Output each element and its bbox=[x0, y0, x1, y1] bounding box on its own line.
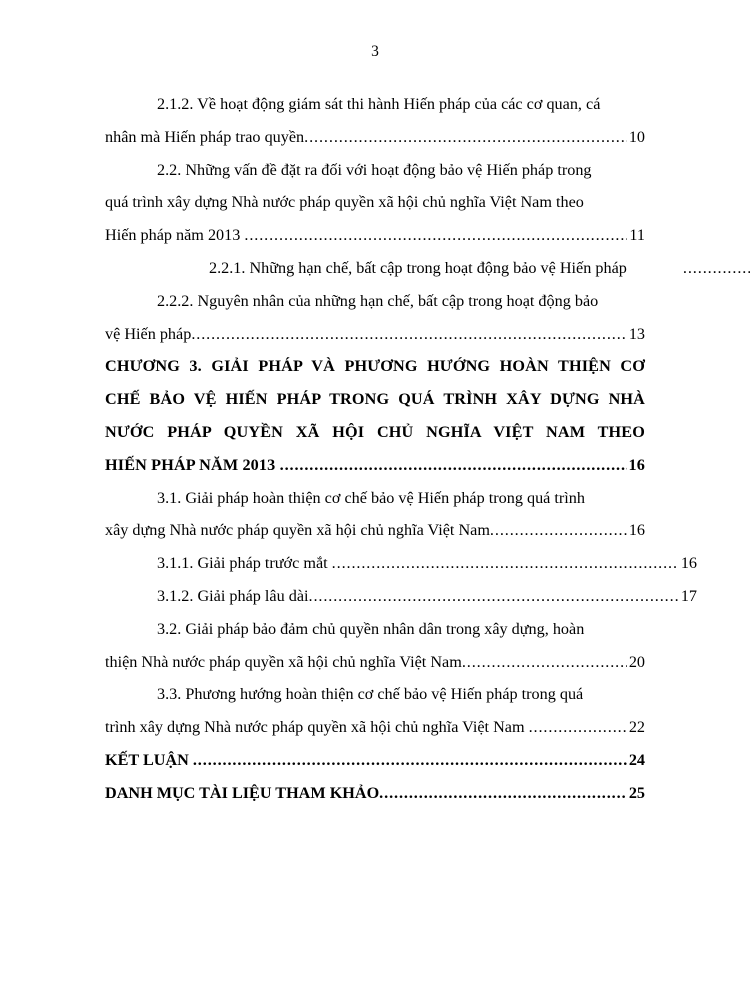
toc-entry-title: 3.1.1. Giải pháp trước mắt bbox=[157, 554, 332, 573]
toc-entry-ket-luan[interactable] bbox=[105, 744, 645, 777]
dot-leader bbox=[309, 580, 679, 613]
dot-leader bbox=[379, 777, 627, 810]
page-number: 3 bbox=[371, 43, 379, 60]
toc-entry-title: 3.1.2. Giải pháp lâu dài bbox=[157, 586, 309, 605]
toc-entry-2-2-2-text: 2.2.2. Nguyên nhân của những hạn chế, bất cập trong hoạt động bảo bbox=[157, 291, 599, 310]
toc-entry-2-2-text: 2.2. Những vấn đề đặt ra đối với hoạt động bảo vệ Hiến pháp trong bbox=[157, 160, 592, 179]
dot-leader bbox=[490, 514, 627, 547]
dot-leader bbox=[462, 646, 627, 679]
toc-entry-3-1[interactable] bbox=[105, 514, 645, 547]
dot-leader bbox=[191, 318, 627, 351]
toc-entry-title: xây dựng Nhà nước pháp quyền xã hội chủ nghĩa Việt Nam bbox=[105, 521, 490, 540]
toc-page-number: 24 bbox=[628, 750, 645, 769]
toc-entry-3-2-text: 3.2. Giải pháp bảo đảm chủ quyền nhân dân trong xây dựng, hoàn bbox=[157, 619, 585, 638]
toc-page-number: 17 bbox=[680, 586, 697, 605]
toc-page-number: 22 bbox=[628, 718, 645, 737]
toc-entry-title: Hiến pháp năm 2013 bbox=[105, 226, 245, 245]
toc-page-number: 20 bbox=[628, 652, 645, 671]
table-of-contents bbox=[105, 88, 697, 810]
toc-chapter-3-line-2: CHẾ BẢO VỆ HIẾN PHÁP TRONG QUÁ TRÌNH XÂY DỰNG NHÀ bbox=[105, 390, 645, 409]
toc-entry-2-1-2-text: 2.1.2. Về hoạt động giám sát thi hành Hiến pháp của các cơ quan, cá bbox=[157, 95, 601, 113]
dot-leader bbox=[280, 449, 627, 482]
toc-entry-3-1-1[interactable] bbox=[105, 547, 697, 580]
toc-entry-3-3-text: 3.3. Phương hướng hoàn thiện cơ chế bảo vệ Hiến pháp trong quá bbox=[157, 685, 584, 704]
dot-leader bbox=[304, 121, 627, 154]
dot-leader bbox=[529, 711, 627, 744]
toc-entry-title: trình xây dựng Nhà nước pháp quyền xã hội chủ nghĩa Việt Nam bbox=[105, 718, 529, 737]
toc-entry-title: 2.2.1. Những hạn chế, bất cập trong hoạt động bảo vệ Hiến pháp bbox=[209, 258, 631, 277]
dot-leader bbox=[193, 744, 627, 777]
toc-entry-title: DANH MỤC TÀI LIỆU THAM KHẢO bbox=[105, 783, 380, 802]
dot-leader bbox=[332, 547, 679, 580]
toc-page-number: 13 bbox=[628, 324, 645, 343]
toc-entry-title: nhân mà Hiến pháp trao quyền bbox=[105, 127, 305, 146]
toc-entry-2-2-2[interactable] bbox=[105, 318, 645, 351]
toc-entry-title: vệ Hiến pháp bbox=[105, 324, 192, 343]
toc-entry-chuong-3[interactable] bbox=[105, 449, 645, 482]
toc-entry-title: KẾT LUẬN bbox=[105, 750, 193, 769]
toc-entry-2-2-1[interactable] bbox=[105, 252, 645, 285]
toc-entry-danh-muc-tai-lieu[interactable] bbox=[105, 777, 645, 810]
toc-entry-2-2[interactable] bbox=[105, 219, 645, 252]
toc-page-number: 16 bbox=[680, 554, 697, 573]
toc-page-number: 11 bbox=[629, 226, 645, 245]
toc-chapter-3-line-1: CHƯƠNG 3. GIẢI PHÁP VÀ PHƯƠNG HƯỚNG HOÀN THIỆN CƠ bbox=[105, 357, 645, 376]
toc-page-number: 10 bbox=[628, 127, 645, 146]
toc-page-number: 16 bbox=[628, 455, 645, 474]
toc-entry-3-1-2[interactable] bbox=[105, 580, 697, 613]
toc-entry-3-3[interactable] bbox=[105, 711, 645, 744]
dot-leader bbox=[631, 252, 750, 285]
toc-page-number: 25 bbox=[628, 783, 645, 802]
toc-entry-2-1-2[interactable] bbox=[105, 121, 645, 154]
dot-leader bbox=[244, 219, 627, 252]
toc-entry-title: thiện Nhà nước pháp quyền xã hội chủ nghĩa Việt Nam bbox=[105, 652, 462, 671]
toc-entry-title: HIẾN PHÁP NĂM 2013 bbox=[105, 455, 280, 474]
toc-entry-2-2-text-2: quá trình xây dựng Nhà nước pháp quyền xã hội chủ nghĩa Việt Nam theo bbox=[105, 193, 584, 212]
toc-entry-3-2[interactable] bbox=[105, 646, 645, 679]
toc-page-number: 16 bbox=[628, 521, 645, 540]
toc-chapter-3-line-3: NƯỚC PHÁP QUYỀN XÃ HỘI CHỦ NGHĨA VIỆT NAM THEO bbox=[105, 422, 645, 441]
toc-entry-3-1-text: 3.1. Giải pháp hoàn thiện cơ chế bảo vệ Hiến pháp trong quá trình bbox=[157, 488, 585, 507]
